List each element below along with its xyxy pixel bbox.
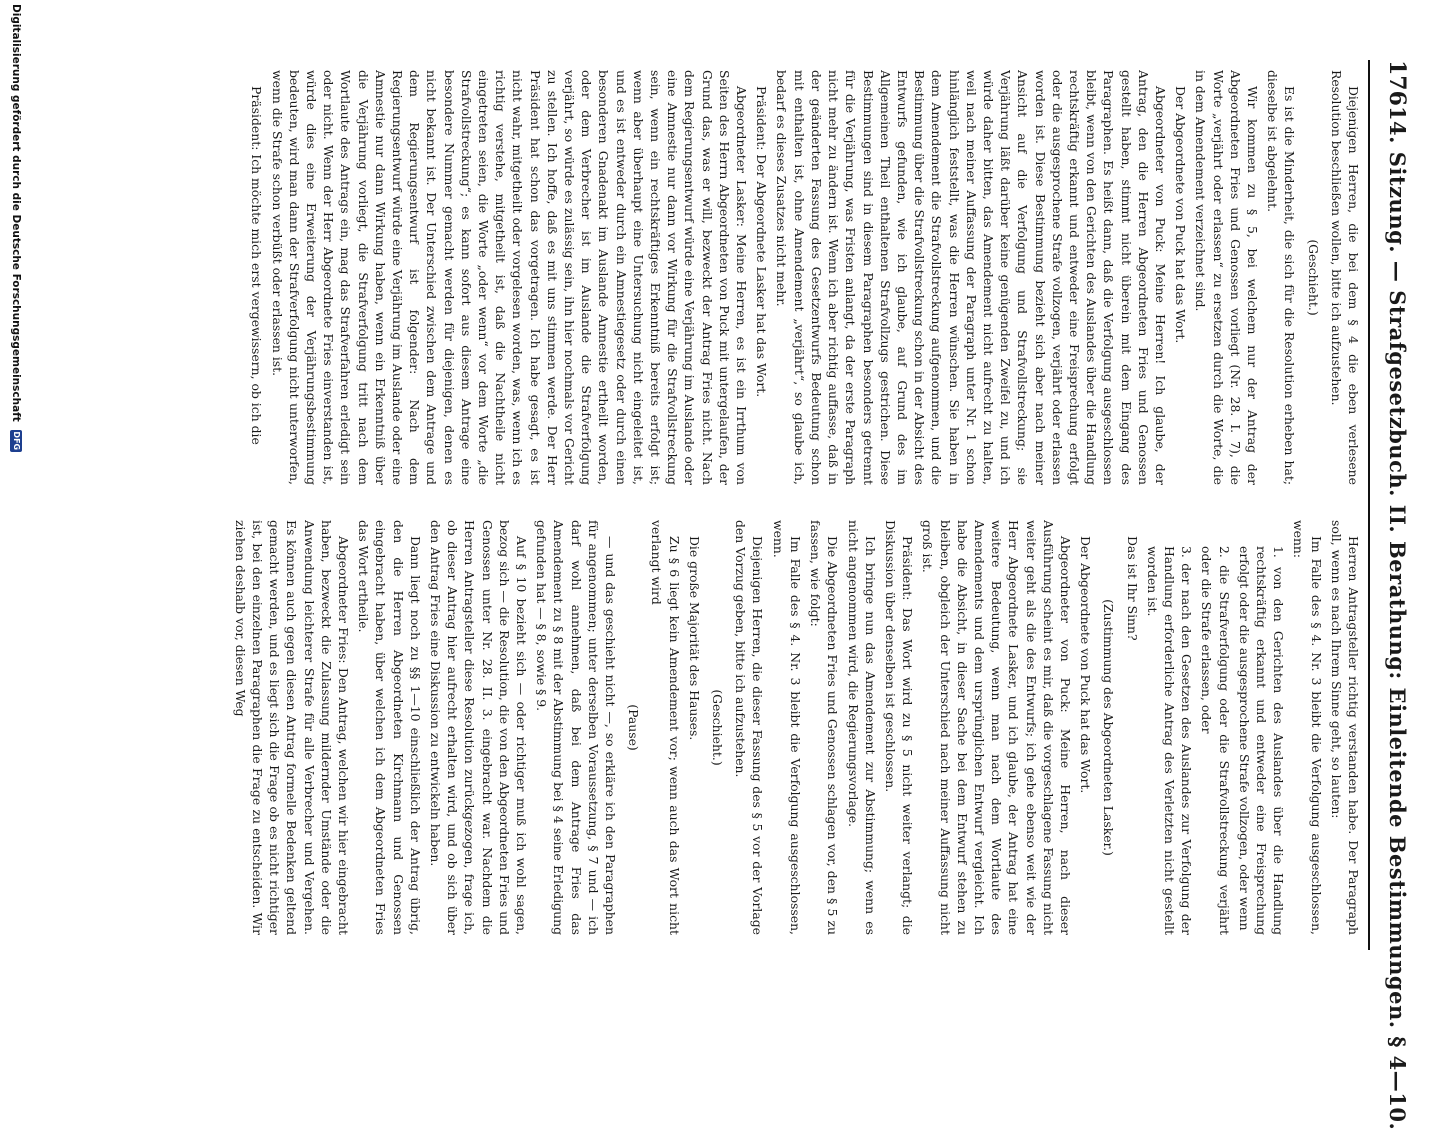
paragraph: Diejenigen Herren, die bei dem § 4 die eben verlesene Resolution beschließen wollen, bitte ich aufzustehen. [1328, 70, 1361, 485]
digitization-note: Digitalisierung gefördert durch die Deutsche Forschungsgemeinschaft [10, 4, 22, 422]
paragraph: Im Falle des § 4. Nr. 3 bleibt die Verfolgung ausgeschlossen, wenn. [770, 520, 803, 935]
page-header [1368, 60, 1410, 1130]
paragraph: Das ist Ihr Sinn? [1124, 536, 1140, 641]
left-column [52, 70, 1362, 485]
paragraph: Der Abgeordnete von Puck hat das Wort. [1173, 86, 1189, 344]
paragraph: Die Abgeordneten Fries und Genossen schlagen vor, den § 5 zu fassen, wie folgt: [808, 520, 841, 935]
paragraph: Abgeordneter von Puck: Meine Herren, nach dieser Ausführung scheint es mir, daß die vorgeschlagene Fassung nicht weiter geht als die des Entwurfs; ich gehe ebenso weit wie der Herr Abgeordnete Lasker, und ich glaube, der Antrag hat eine weitere Bedeutung, wenn man nach dem Wortlaute des Amendements und dem ursprünglichen Entwurf vergleicht. Ich habe die Absicht, in dieser Sache bei dem Entwurf stehen zu bleiben, obgleich der Unterschied nach meiner Auffassung nicht groß ist. [920, 520, 1073, 935]
paragraph: Abgeordneter Lasker: Meine Herren, es ist ein Irrthum von Seiten des Herrn Abgeordneten von Puck mit untergelaufen, der Grund das, was er will, bezweckt der Antrag Fries nicht. Nach dem Regierungsentwurf würde eine Verjährung im Auslande oder eine Amnestie nur dann vor Wirkung für die Strafvollstreckung sein, wenn ein rechtskräftiges Erkenntniß bereits erfolgt ist; wenn aber überhaupt eine Untersuchung nicht eingeleitet ist, und es ist entweder durch ein Amnestiegesetz oder durch einen besonderen Gnadenakt im Auslande Amnestie ertheilt worden, oder dem Verbrecher ist im Auslande die Strafverfolgung verjährt, so würde es zulässig sein, ihn hier nochmals vor Gericht zu stellen. Ich hoffe, daß es mit uns stimmen werde. Der Herr Präsident hat schon das vorgetragen. Ich habe gesagt, es ist nicht wahr, mitgetheilt oder vorgelesen worden, was, wenn ich es richtig verstehe, mitgetheilt ist, daß die Nachtheile nicht eingetreten seien, die Worte „oder wenn“ vor dem Worte „die Strafvollstreckung“; es kann sofort aus diesem Antrage eine besondere Nummer gemacht werden für diejenigen, denen es nicht bekannt ist. Der Unterschied zwischen dem Antrage und dem Regierungsentwurf ist folgender: Nach dem Regierungsentwurf würde eine Verjährung im Auslande oder eine Amnestie nur dann Wirkung haben, wenn ein Erkenntniß über die Verjährung vorliegt, die Strafverfolgung tritt nach dem Wortlaute des Antrags ein, mag das Strafverfahren erledigt sein oder nicht. Wenn der Herr Abgeordnete Fries einverstanden ist, würde dies eine Erweiterung der Verjährungsbestimmung bedeuten, wird man dann der Strafverfolgung nicht unterworfen, wenn die Strafe schon verbüßt oder erlassen ist. [269, 70, 750, 485]
paragraph: Diejenigen Herren, die dieser Fassung des § 5 vor der Vorlage den Vorzug geben, bitte ich aufzustehen. [733, 520, 766, 935]
paragraph: Der Abgeordnete von Puck hat das Wort. [1078, 536, 1094, 794]
stage-direction: (Geschieht.) [710, 689, 726, 766]
stage-direction: (Pause) [626, 704, 642, 751]
paragraph: — und das geschieht nicht —, so erkläre ich den Paragraphen für angenommen; unter derselben Voraussetzung, § 7 und — ich darf wohl annehmen, daß bei dem Antrage Fries das Amendement zu § 8 mit der Abstimmung bei § 4 seine Erledigung gefunden hat — § 8, sowie § 9. [534, 520, 619, 935]
paragraph: Die große Majorität des Hauses. [686, 536, 702, 741]
paragraph: Wir kommen zu § 5, bei welchem nur der Antrag der Abgeordneten Fries und Genossen vorliegt (Nr. 28. I. 7), die Worte „verjährt oder erlassen“ zu ersetzen durch die Worte, die in dem Amendement verzeichnet sind. [1193, 70, 1260, 485]
dfg-logo-icon: DFG [12, 431, 21, 451]
paragraph: Ich bringe nun das Amendement zur Abstimmung; wenn es nicht angenommen wird, die Regierungsvorlage. [845, 520, 878, 935]
page-number: 176 [1384, 60, 1410, 106]
paragraph: Herren Antragsteller richtig verstanden habe. Der Paragraph soll, wenn es nach Ihrem Sinne geht, so lauten: [1328, 520, 1361, 935]
list-item: 2. die Strafverfolgung oder die Strafvollstreckung verjährt oder die Strafe erlassen, oder [1199, 546, 1232, 935]
digitization-footer [6, 4, 26, 996]
stage-direction: (Zustimmung des Abgeordneten Lasker.) [1101, 599, 1117, 856]
paragraph: Im Falle des § 4. Nr. 3 bleibt die Verfolgung ausgeschlossen, wenn: [1291, 520, 1324, 935]
paragraph: Dann liegt noch zu §§ 1—10 einschließlich der Antrag übrig, den die Herren Abgeordneten Kirchmann und Genossen eingebracht haben, über welchen ich dem Abgeordneten Fries das Wort ertheile. [356, 520, 423, 935]
paragraph: Abgeordneter Fries: Den Antrag, welchen wir hier eingebracht haben, bezweckt die Zulassung mildernder Umstände oder die Anwendung leichterer Strafe für alle Verbrecher und Vergehen. Es können auch gegen diesen Antrag formelle Bedenken geltend gemacht werden, und es liegt sich die Frage ob es nicht richtiger ist, bei den einzelnen Paragraphen die Frage zu entscheiden. Wir ziehen deshalb vor, diesen Weg [232, 520, 352, 935]
paragraph: Präsident: Der Abgeordnete Lasker hat das Wort. [754, 86, 770, 398]
right-column [52, 520, 1362, 935]
paragraph: Auf § 10 bezieht sich — oder richtiger muß ich wohl sagen, bezog sich — die Resolution, die von den Abgeordneten Fries und Genossen unter Nr. 28. II. 3. eingebracht war. Nachdem die Herren Antragsteller diese Resolution zurückgezogen, frage ich, ob dieser Antrag hier aufrecht erhalten wird, und ob sich über den Antrag Fries eine Diskussion zu entwickeln haben. [428, 520, 530, 935]
running-title: 14. Sitzung. — Strafgesetzbuch. II. Berathung: Einleitende Bestimmungen. § 4—10. [1385, 105, 1410, 1130]
paragraph: Präsident: Ich möchte mich erst vergewissern, ob ich die [249, 86, 265, 445]
paragraph: Abgeordneter von Puck: Meine Herren! Ich glaube, der Antrag, den die Herren Abgeordneten Fries und Genossen gestellt haben, stimmt nicht überein mit dem Eingang des Paragraphen. Es heißt dann, daß die Verfolgung ausgeschlossen bleibt, wenn von den Gerichten des Auslandes über die Handlung rechtskräftig erkannt und entweder eine Freisprechung erfolgt oder die ausgesprochene Strafe vollzogen, verjährt oder erlassen worden ist. Diese Bestimmung bezieht sich aber nach meiner Ansicht auf die Verfolgung und Strafvollstreckung; sie Verjährung läßt darüber keine genügenden Zweifel zu, und ich würde daher bitten, das Amendement nicht aufrecht zu halten, weil nach meiner Auffassung der Paragraph unter Nr. 1 schon hinlänglich feststellt, was die Herren wünschen. Sie haben in dem Amendement die Strafvollstreckung aufgenommen, und die Bestimmung über die Strafvollstreckung schon in der Absicht des Entwurfs gefunden, wie ich glaube, auf Grund des im Allgemeinen Theil enthaltenen Strafvollzugs gestrichen. Diese Bestimmungen sind in diesem Paragraphen besonders getrennt für die Verjährung, was Fristen anlangt, da der erste Paragraph nicht mehr zu ändern ist. Wenn ich aber richtig auffasse, daß in der geänderten Fassung des Gesetzentwurfs Bedeutung schon mit enthalten ist, ohne Amendement „verjährt“, so glaube ich, bedarf es dieses Zusatzes nicht mehr. [774, 70, 1168, 485]
paragraph: Präsident: Das Wort wird zu § 5 nicht weiter verlangt; die Diskussion über denselben ist geschlossen. [882, 520, 916, 935]
list-item: 3. der nach den Gesetzen des Auslandes zur Verfolgung der Handlung erforderliche Antrag des Verletzten nicht gestellt worden ist. [1144, 546, 1195, 935]
list-item: 1. von den Gerichten des Auslandes über die Handlung rechtskräftig erkannt und entweder eine Freisprechung erfolgt oder die ausgesprochene Strafe vollzogen, oder wenn [1236, 546, 1287, 935]
paragraph: Es ist die Minderheit, die sich für die Resolution erheben hat; dieselbe ist abgelehnt. [1265, 70, 1298, 485]
stage-direction: (Geschieht.) [1305, 239, 1321, 316]
paragraph: Zu § 6 liegt kein Amendement vor; wenn auch das Wort nicht verlangt wird [649, 520, 682, 935]
